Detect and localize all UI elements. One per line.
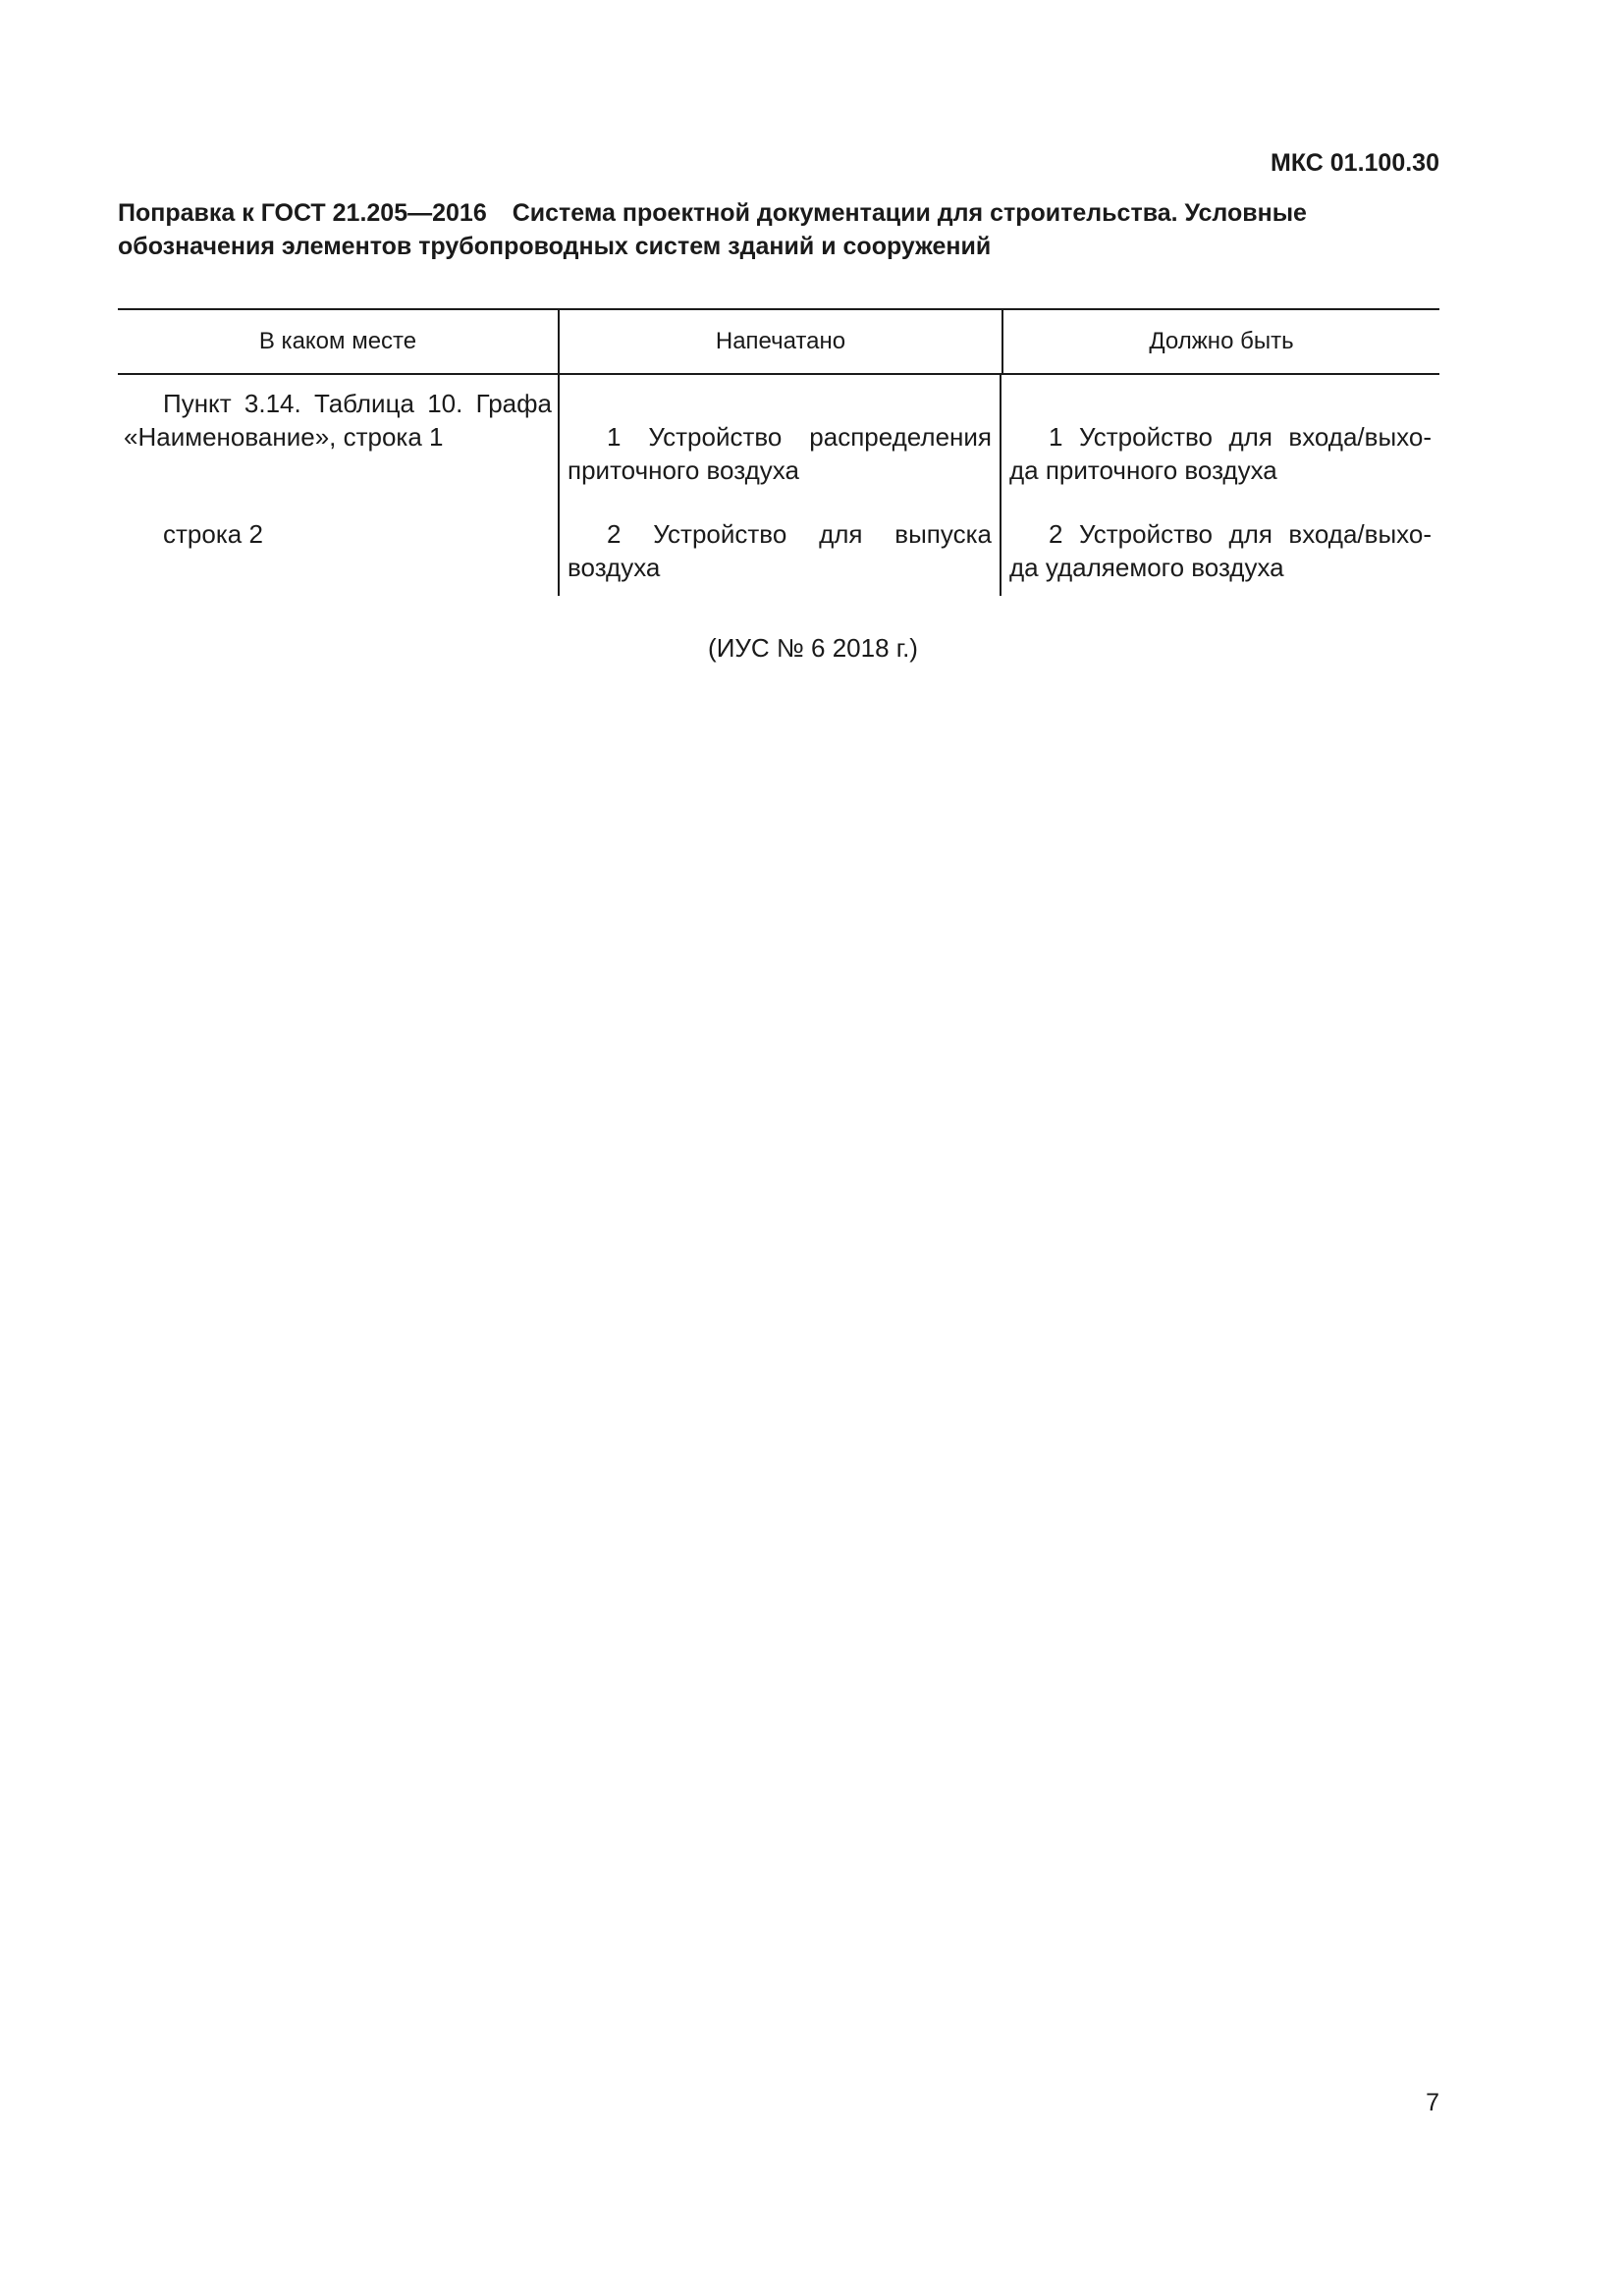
column-should-be: [1000, 375, 1439, 596]
row-2-correct-text: Устройство для входа/выхо-да удаляемого воздуха: [1009, 519, 1432, 582]
header-should-be: Должно быть: [1001, 310, 1439, 373]
document-title: [118, 196, 1439, 263]
ius-text: (ИУС № 6 2018 г.): [708, 633, 918, 663]
header-place: В каком месте: [258, 328, 417, 354]
column-place: [118, 375, 558, 596]
row-1-printed-text: Устройство распределения приточного воздуха: [568, 422, 992, 485]
header-printed: Напечатано: [558, 310, 1001, 373]
gost-reference: Поправка к ГОСТ 21.205—2016: [118, 199, 487, 227]
row-2-correct: [1009, 517, 1432, 584]
row-1-printed: [568, 420, 992, 487]
title-text: Система проектной документации для строительства. Условные обозначения элементов трубопроводных систем зданий и сооружений: [118, 199, 1307, 260]
row-1-printed-number: 1: [607, 422, 622, 452]
mks-code: МКС 01.100.30: [1271, 149, 1439, 177]
row-1-place: Пункт 3.14. Таблица 10. Графа «Наименование», строка 1: [124, 389, 552, 452]
row-2-place: строка 2: [163, 519, 263, 549]
page-number: 7: [1426, 2089, 1439, 2116]
ius-reference: [0, 633, 1624, 664]
row-2-printed-text: Устройство для выпуска воздуха: [568, 519, 992, 582]
row-1-correct-text: Устройство для входа/выхо-да приточного воздуха: [1009, 422, 1432, 485]
column-printed: [558, 375, 1000, 596]
row-2-printed-number: 2: [607, 519, 622, 549]
corrections-table: [118, 308, 1439, 596]
row-1-correct: [1009, 420, 1432, 487]
row-2-correct-number: 2: [1049, 519, 1063, 549]
table-header: [118, 308, 1439, 375]
table-body: [118, 375, 1439, 596]
row-1-correct-number: 1: [1049, 422, 1063, 452]
row-2-printed: [568, 517, 992, 584]
